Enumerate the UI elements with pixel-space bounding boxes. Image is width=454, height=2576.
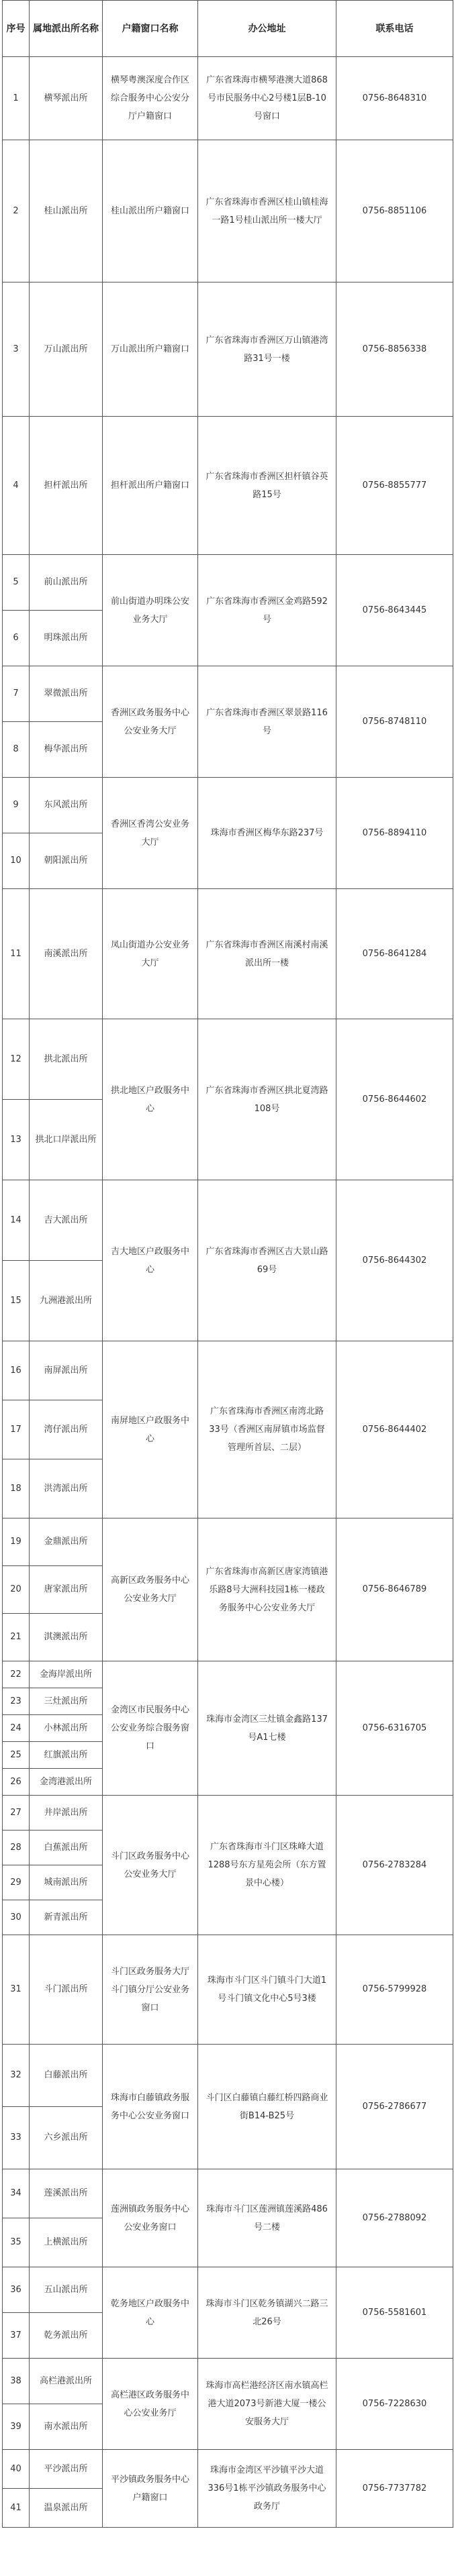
- station-name: 担杆派出所: [30, 417, 103, 555]
- window-name: 香洲区政务服务中心公安业务大厅: [103, 666, 198, 778]
- station-name: 六乡派出所: [30, 2107, 103, 2169]
- window-name: 乾务地区户政服务中心: [103, 2267, 198, 2359]
- office-address: 广东省珠海市香洲区翠景路116号: [198, 666, 336, 778]
- window-name: 桂山派出所户籍窗口: [103, 140, 198, 282]
- row-number: 40: [3, 2450, 30, 2489]
- table-row: [3, 1341, 453, 1400]
- office-address: 广东省珠海市斗门区珠峰大道1288号东方星苑会所（东方置景中心楼）: [198, 1796, 336, 1935]
- header-number: 序号: [3, 1, 30, 57]
- row-number: 10: [3, 833, 30, 889]
- station-name: 白蕉派出所: [30, 1831, 103, 1865]
- row-number: 38: [3, 2359, 30, 2404]
- phone-number: 0756-6316705: [336, 1661, 453, 1796]
- row-number: 9: [3, 778, 30, 833]
- row-number: 21: [3, 1614, 30, 1661]
- office-address: 珠海市香洲区梅华东路237号: [198, 778, 336, 889]
- phone-number: 0756-7228630: [336, 2359, 453, 2450]
- window-name: 平沙镇政务服务中心户籍窗口: [103, 2450, 198, 2528]
- phone-number: 0756-7737782: [336, 2450, 453, 2528]
- station-name: 三灶派出所: [30, 1688, 103, 1715]
- window-name: 担杆派出所户籍窗口: [103, 417, 198, 555]
- station-name: 红旗派出所: [30, 1742, 103, 1769]
- row-number: 29: [3, 1865, 30, 1900]
- window-name: 凤山街道办公安业务大厅: [103, 889, 198, 1019]
- table-row: [3, 1180, 453, 1261]
- table-row: [3, 2450, 453, 2489]
- header-window: 户籍窗口名称: [103, 1, 198, 57]
- row-number: 34: [3, 2169, 30, 2218]
- station-name: 翠微派出所: [30, 666, 103, 722]
- office-address: 广东省珠海市香洲区拱北夏湾路108号: [198, 1019, 336, 1180]
- row-number: 11: [3, 889, 30, 1019]
- table-header-row: [3, 1, 453, 57]
- station-name: 温泉派出所: [30, 2489, 103, 2528]
- station-name: 莲溪派出所: [30, 2169, 103, 2218]
- office-address: 广东省珠海市香洲区桂山镇桂海一路1号桂山派出所一楼大厅: [198, 140, 336, 282]
- row-number: 7: [3, 666, 30, 722]
- phone-number: 0756-8851106: [336, 140, 453, 282]
- table-row: [3, 2169, 453, 2218]
- row-number: 5: [3, 555, 30, 611]
- row-number: 36: [3, 2267, 30, 2313]
- office-address: 珠海市斗门区斗门镇斗门大道1号斗门镇文化中心5号3楼: [198, 1935, 336, 2045]
- office-address: 广东省珠海市横琴港澳大道868号市民服务中心2号楼1层B-10号窗口: [198, 57, 336, 140]
- row-number: 37: [3, 2313, 30, 2359]
- window-name: 万山派出所户籍窗口: [103, 282, 198, 417]
- phone-number: 0756-5581601: [336, 2267, 453, 2359]
- row-number: 26: [3, 1769, 30, 1796]
- window-name: 高新区政务服务中心公安业务大厅: [103, 1518, 198, 1661]
- phone-number: 0756-8644302: [336, 1180, 453, 1341]
- row-number: 28: [3, 1831, 30, 1865]
- station-name: 洪湾派出所: [30, 1459, 103, 1518]
- station-name: 南屏派出所: [30, 1341, 103, 1400]
- station-name: 上横派出所: [30, 2218, 103, 2267]
- station-name: 南水派出所: [30, 2404, 103, 2450]
- station-name: 万山派出所: [30, 282, 103, 417]
- window-name: 高栏港区政务服务中心公安业务厅: [103, 2359, 198, 2450]
- window-name: 金湾区市民服务中心公安业务综合服务窗口: [103, 1661, 198, 1796]
- office-address: 珠海市斗门区乾务镇湖兴二路三北26号: [198, 2267, 336, 2359]
- phone-number: 0756-5799928: [336, 1935, 453, 2045]
- office-address: 珠海市高栏港经济区南水镇高栏港大道2073号新港大厦一楼公安服务大厅: [198, 2359, 336, 2450]
- phone-number: 0756-2783284: [336, 1796, 453, 1935]
- row-number: 39: [3, 2404, 30, 2450]
- table-row: [3, 140, 453, 282]
- table-row: [3, 417, 453, 555]
- table-row: [3, 1518, 453, 1566]
- station-name: 朝阳派出所: [30, 833, 103, 889]
- table-row: [3, 1935, 453, 2045]
- window-name: 香洲区香湾公安业务大厅: [103, 778, 198, 889]
- office-address: 珠海市金湾区平沙镇平沙大道336号1栋平沙镇政务服务中心政务厅: [198, 2450, 336, 2528]
- office-address: 广东省珠海市香洲区金鸡路592号: [198, 555, 336, 666]
- phone-number: 0756-8641284: [336, 889, 453, 1019]
- window-name: 珠海市白藤镇政务服务中心公安业务窗口: [103, 2045, 198, 2169]
- station-name: 明珠派出所: [30, 611, 103, 666]
- station-name: 九洲港派出所: [30, 1261, 103, 1341]
- table-row: [3, 1019, 453, 1100]
- table-row: [3, 282, 453, 417]
- phone-number: 0756-8855777: [336, 417, 453, 555]
- station-name: 城南派出所: [30, 1865, 103, 1900]
- station-name: 金海岸派出所: [30, 1661, 103, 1688]
- window-name: 斗门区政务服务大厅斗门镇分厅公安业务窗口: [103, 1935, 198, 2045]
- office-address: 广东省珠海市香洲区南溪村南溪派出所一楼: [198, 889, 336, 1019]
- station-name: 拱北派出所: [30, 1019, 103, 1100]
- window-name: 吉大地区户政服务中心: [103, 1180, 198, 1341]
- window-name: 前山街道办明珠公安业务大厅: [103, 555, 198, 666]
- office-address: 广东省珠海市香洲区担杆镇谷英路15号: [198, 417, 336, 555]
- station-name: 拱北口岸派出所: [30, 1100, 103, 1180]
- row-number: 41: [3, 2489, 30, 2528]
- station-name: 乾务派出所: [30, 2313, 103, 2359]
- police-window-table: [2, 0, 453, 2528]
- office-address: 珠海市金湾区三灶镇金鑫路137号A1七楼: [198, 1661, 336, 1796]
- phone-number: 0756-8648310: [336, 57, 453, 140]
- station-name: 白藤派出所: [30, 2045, 103, 2107]
- row-number: 15: [3, 1261, 30, 1341]
- row-number: 16: [3, 1341, 30, 1400]
- phone-number: 0756-8644402: [336, 1341, 453, 1518]
- station-name: 小林派出所: [30, 1715, 103, 1742]
- table-row: [3, 555, 453, 611]
- phone-number: 0756-2786677: [336, 2045, 453, 2169]
- station-name: 横琴派出所: [30, 57, 103, 140]
- station-name: 高栏港派出所: [30, 2359, 103, 2404]
- row-number: 17: [3, 1400, 30, 1459]
- row-number: 4: [3, 417, 30, 555]
- row-number: 31: [3, 1935, 30, 2045]
- row-number: 14: [3, 1180, 30, 1261]
- row-number: 23: [3, 1688, 30, 1715]
- table-row: [3, 2045, 453, 2107]
- station-name: 南溪派出所: [30, 889, 103, 1019]
- station-name: 淇澳派出所: [30, 1614, 103, 1661]
- phone-number: 0756-2788092: [336, 2169, 453, 2267]
- office-address: 斗门区白藤镇白藤红桥四路商业街B14-B25号: [198, 2045, 336, 2169]
- row-number: 22: [3, 1661, 30, 1688]
- row-number: 2: [3, 140, 30, 282]
- station-name: 东风派出所: [30, 778, 103, 833]
- header-station: 属地派出所名称: [30, 1, 103, 57]
- phone-number: 0756-8646789: [336, 1518, 453, 1661]
- table-row: [3, 2359, 453, 2404]
- row-number: 3: [3, 282, 30, 417]
- row-number: 30: [3, 1900, 30, 1935]
- row-number: 24: [3, 1715, 30, 1742]
- station-name: 梅华派出所: [30, 722, 103, 778]
- phone-number: 0756-8894110: [336, 778, 453, 889]
- row-number: 19: [3, 1518, 30, 1566]
- row-number: 18: [3, 1459, 30, 1518]
- station-name: 金鼎派出所: [30, 1518, 103, 1566]
- table-row: [3, 778, 453, 833]
- window-name: 南屏地区户政服务中心: [103, 1341, 198, 1518]
- table-row: [3, 57, 453, 140]
- station-name: 井岸派出所: [30, 1796, 103, 1831]
- table-row: [3, 1661, 453, 1688]
- header-address: 办公地址: [198, 1, 336, 57]
- row-number: 13: [3, 1100, 30, 1180]
- office-address: 珠海市斗门区莲洲镇莲溪路486号二楼: [198, 2169, 336, 2267]
- table-row: [3, 666, 453, 722]
- phone-number: 0756-8643445: [336, 555, 453, 666]
- window-name: 横琴粤澳深度合作区综合服务中心公安分厅户籍窗口: [103, 57, 198, 140]
- office-address: 广东省珠海市香洲区万山镇港湾路31号一楼: [198, 282, 336, 417]
- row-number: 25: [3, 1742, 30, 1769]
- window-name: 莲洲镇政务服务中心公安业务窗口: [103, 2169, 198, 2267]
- station-name: 湾仔派出所: [30, 1400, 103, 1459]
- station-name: 平沙派出所: [30, 2450, 103, 2489]
- station-name: 金湾港派出所: [30, 1769, 103, 1796]
- row-number: 8: [3, 722, 30, 778]
- station-name: 斗门派出所: [30, 1935, 103, 2045]
- table-row: [3, 889, 453, 1019]
- row-number: 32: [3, 2045, 30, 2107]
- station-name: 五山派出所: [30, 2267, 103, 2313]
- table-row: [3, 1796, 453, 1831]
- office-address: 广东省珠海市高新区唐家湾镇港乐路8号大洲科技园1栋一楼政务服务中心公安业务大厅: [198, 1518, 336, 1661]
- window-name: 拱北地区户政服务中心: [103, 1019, 198, 1180]
- phone-number: 0756-8856338: [336, 282, 453, 417]
- station-name: 前山派出所: [30, 555, 103, 611]
- station-name: 桂山派出所: [30, 140, 103, 282]
- station-name: 吉大派出所: [30, 1180, 103, 1261]
- row-number: 35: [3, 2218, 30, 2267]
- station-name: 唐家派出所: [30, 1566, 103, 1614]
- row-number: 27: [3, 1796, 30, 1831]
- row-number: 12: [3, 1019, 30, 1100]
- phone-number: 0756-8748110: [336, 666, 453, 778]
- row-number: 33: [3, 2107, 30, 2169]
- table-row: [3, 2267, 453, 2313]
- station-name: 新青派出所: [30, 1900, 103, 1935]
- row-number: 6: [3, 611, 30, 666]
- window-name: 斗门区政务服务中心公安业务大厅: [103, 1796, 198, 1935]
- office-address: 广东省珠海市香洲区吉大景山路69号: [198, 1180, 336, 1341]
- row-number: 20: [3, 1566, 30, 1614]
- header-phone: 联系电话: [336, 1, 453, 57]
- office-address: 广东省珠海市香洲区南湾北路33号（香洲区南屏镇市场监督管理所首层、二层）: [198, 1341, 336, 1518]
- row-number: 1: [3, 57, 30, 140]
- phone-number: 0756-8644602: [336, 1019, 453, 1180]
